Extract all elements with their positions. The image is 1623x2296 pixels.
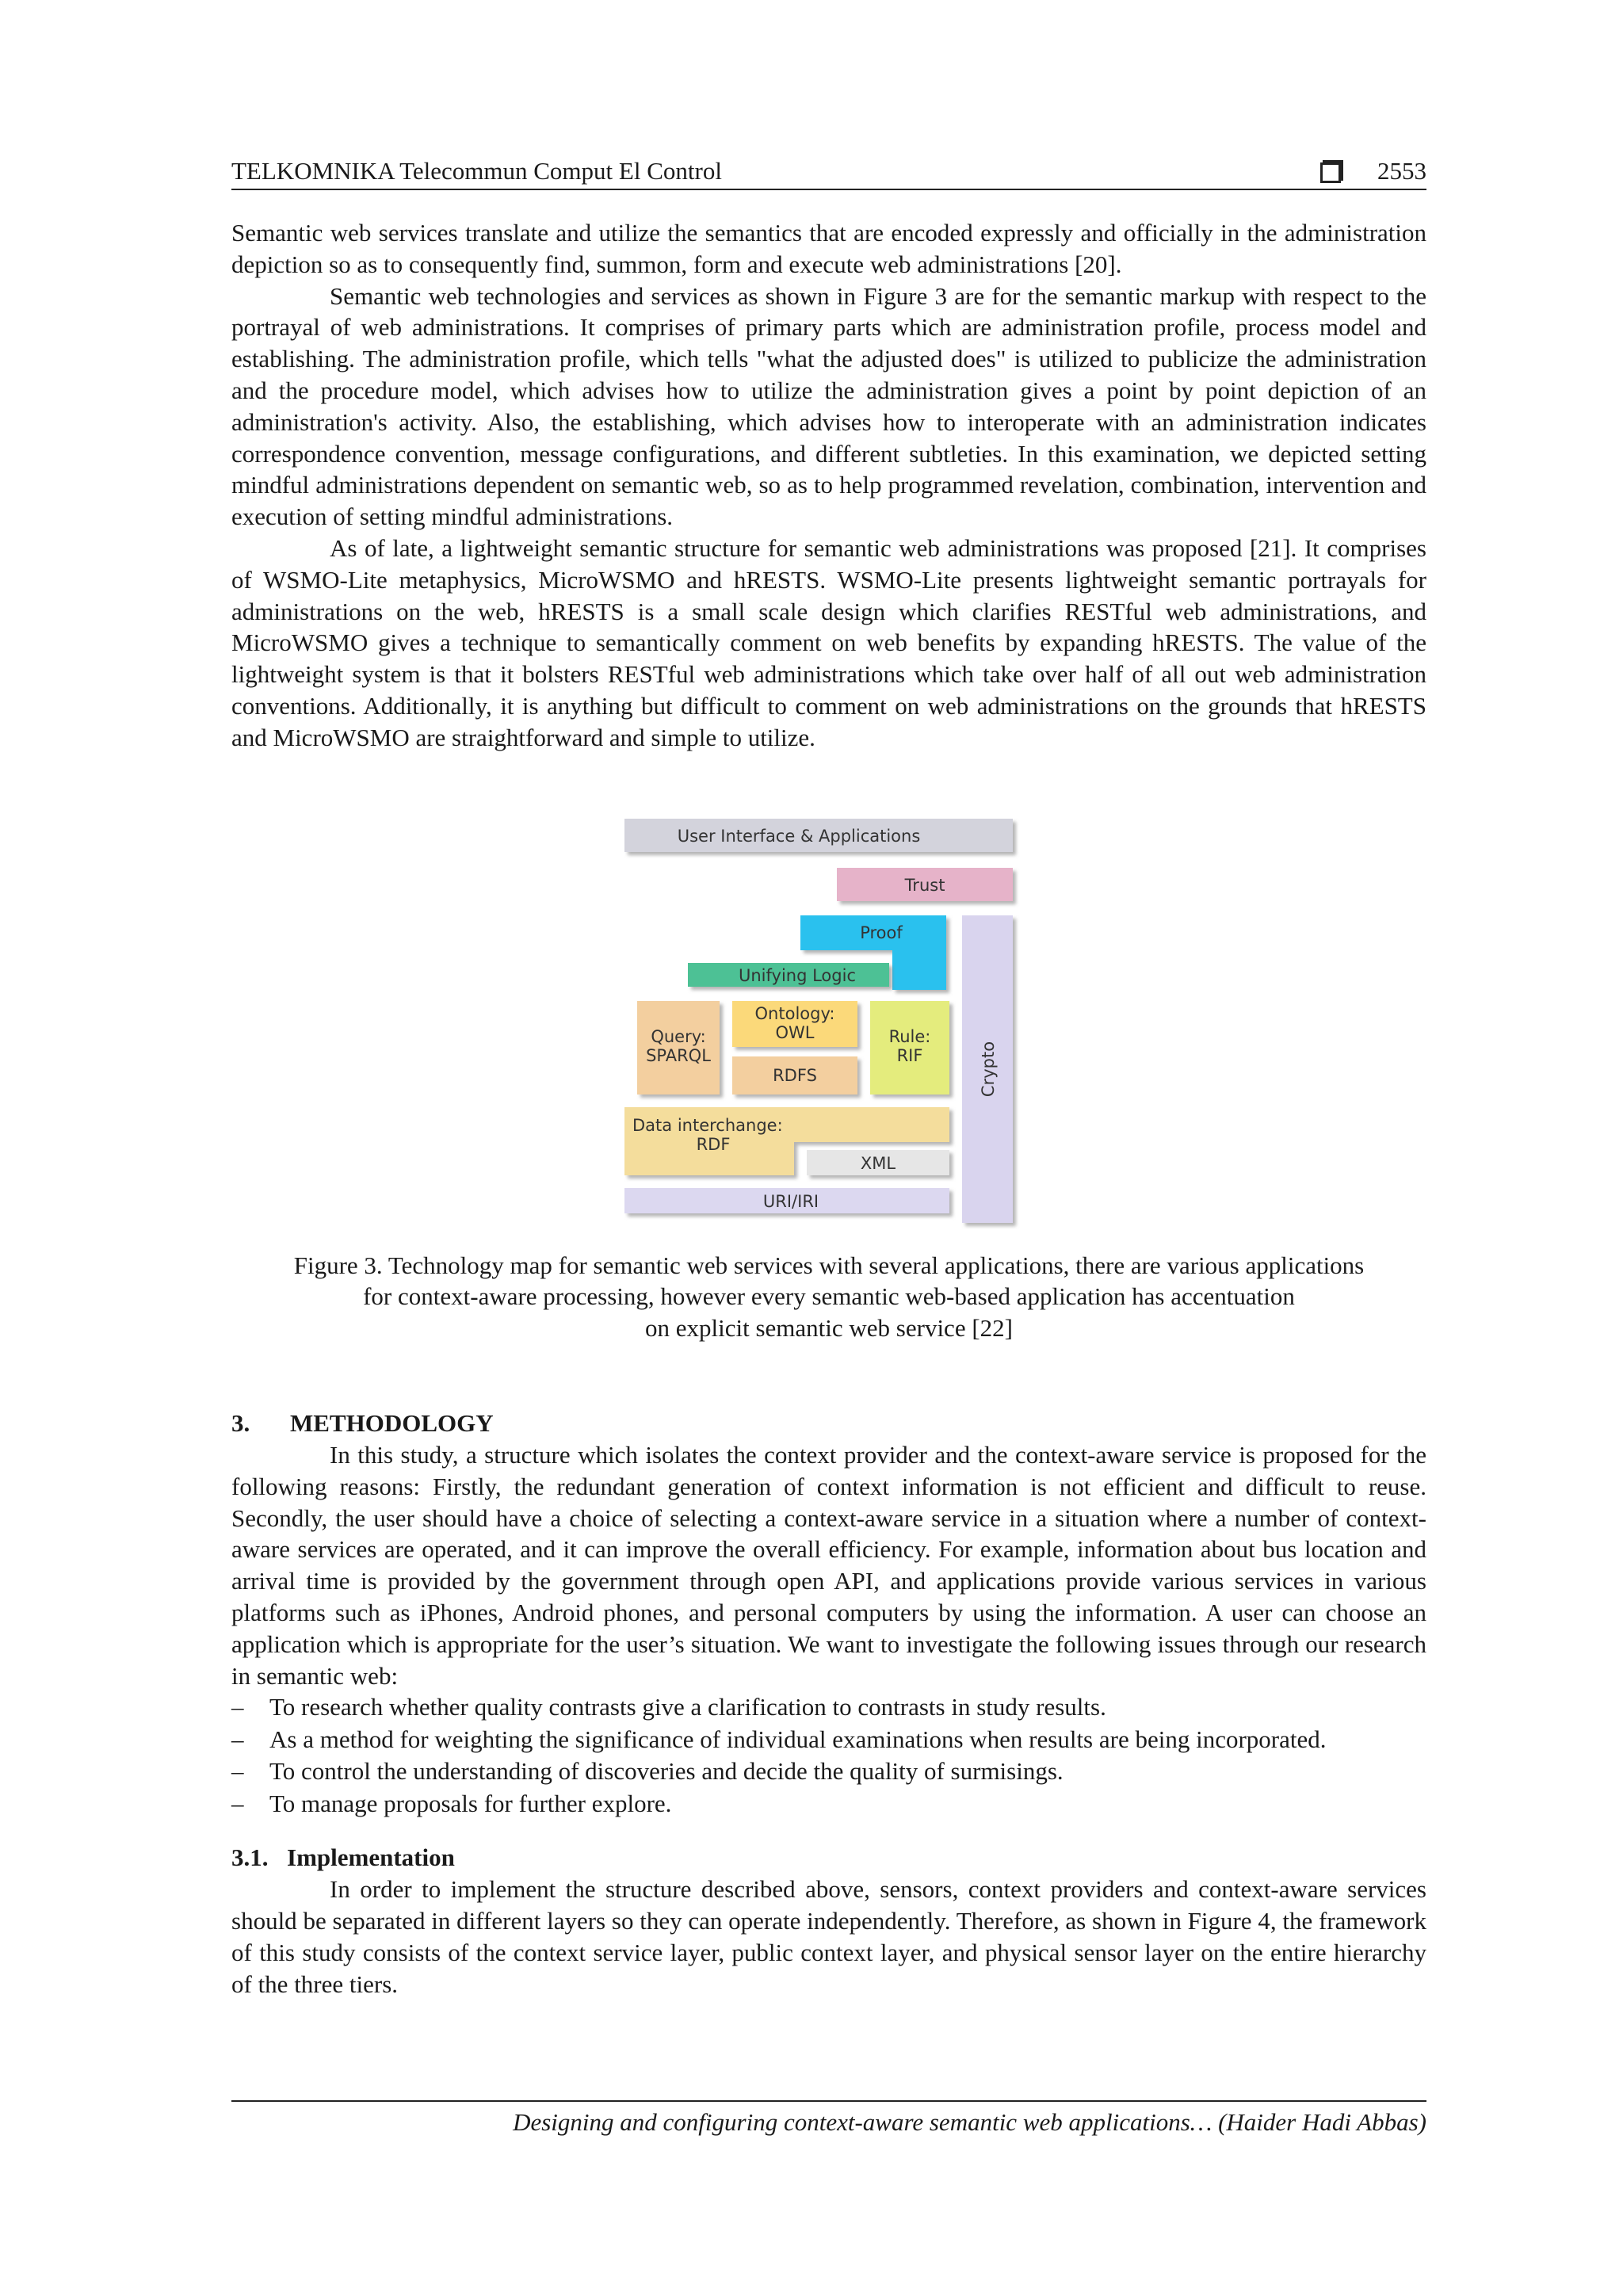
square-bullet-icon bbox=[1320, 162, 1341, 183]
layer-rule-label-1: Rule: bbox=[888, 1026, 931, 1046]
list-item: – To research whether quality contrasts give a clarification to contrasts in study results. bbox=[231, 1691, 1426, 1724]
layer-logic-label: Unifying Logic bbox=[738, 965, 857, 985]
layer-uri bbox=[624, 1188, 949, 1213]
caption-line-3: on explicit semantic web service [22] bbox=[645, 1314, 1013, 1343]
running-footer bbox=[231, 2100, 1426, 2137]
journal-name: TELKOMNIKA Telecommun Comput El Control bbox=[231, 157, 722, 185]
page-number-group bbox=[1320, 157, 1426, 185]
layer-uri-label: URI/IRI bbox=[762, 1191, 819, 1211]
methodology-paragraph: In this study, a structure which isolates the context provider and the context-aware service is proposed for the following reasons: Firstly, the redundant generation of context information is not efficient and difficult to reuse. Secondly, the user should have a choice of selecting a context-aware service in a situation where a number of context-aware services are operated, and it can improve the overall efficiency. For example, information about bus location and arrival time is provided by the government through open API, and applications provide various services in various platforms such as iPhones, Android phones, and personal computers by using the information. A user can choose an application which is appropriate for the user’s situation. We want to investigate the following issues through our research in semantic web: bbox=[231, 1440, 1426, 1690]
issues-list bbox=[231, 1691, 1426, 1820]
layer-ui-label: User Interface & Applications bbox=[677, 826, 921, 846]
layer-crypto-label: Crypto bbox=[979, 1041, 998, 1097]
layer-user-interface bbox=[624, 819, 1013, 852]
section-number: 3. bbox=[231, 1408, 250, 1437]
layer-query-label-1: Query: bbox=[651, 1026, 706, 1046]
list-item: – To control the understanding of discoveries and decide the quality of surmisings. bbox=[231, 1755, 1426, 1788]
running-header bbox=[231, 157, 1426, 190]
implementation-paragraph: In order to implement the structure described above, sensors, context providers and context-aware services should be separated in different layers so they can operate independently. Therefore, as shown in Figure 4, the framework of this study consists of the context service layer, public context layer, and physical sensor layer on the entire hierarchy of the three tiers. bbox=[231, 1875, 1426, 1998]
page-number: 2553 bbox=[1377, 157, 1426, 185]
figure-caption bbox=[231, 1250, 1426, 1344]
subsection-heading-implementation bbox=[231, 1842, 1426, 1874]
layer-ontology-label-1: Ontology: bbox=[754, 1003, 835, 1023]
layer-rdfs bbox=[732, 1056, 857, 1095]
section-title: METHODOLOGY bbox=[290, 1408, 494, 1437]
layer-ontology bbox=[732, 1001, 857, 1047]
main-text bbox=[231, 217, 1426, 2000]
layer-query bbox=[637, 1001, 720, 1095]
subsection-title: Implementation bbox=[287, 1843, 455, 1872]
section-heading-methodology bbox=[231, 1408, 1426, 1439]
figure-3 bbox=[231, 754, 1426, 1250]
layer-data-label-1: Data interchange: bbox=[632, 1115, 783, 1135]
list-item: – To manage proposals for further explore. bbox=[231, 1788, 1426, 1820]
layer-query-label-2: SPARQL bbox=[646, 1045, 711, 1065]
caption-line-2: for context-aware processing, however every semantic web-based application has accentuation bbox=[363, 1282, 1295, 1311]
paragraph-2: Semantic web technologies and services as shown in Figure 3 are for the semantic markup with respect to the portrayal of web administrations. It comprises of primary parts which are administration profile, process model and establishing. The administration profile, which tells "what the adjusted does" is utilized to publicize the administration and the procedure model, which advises how to utilize the administration gives a point by point depiction of an administration's activity. Also, the establishing, which advises how to interoperate with an administration indicates correspondence convention, message configurations, and different subtleties. In this examination, we depicted setting mindful administrations dependent on semantic web, so as to help programmed revelation, combination, intervention and execution of setting mindful administrations. bbox=[231, 281, 1426, 531]
list-item: – As a method for weighting the significance of individual examinations when results are being incorporated. bbox=[231, 1724, 1426, 1756]
footer-text: Designing and configuring context-aware semantic web applications… (Haider Hadi Abbas) bbox=[513, 2108, 1426, 2136]
paragraph-3: As of late, a lightweight semantic structure for semantic web administrations was proposed [21]. It comprises of WSMO-Lite metaphysics, MicroWSMO and hRESTS. WSMO-Lite presents lightweight semantic portrayals for administrations on the web, hRESTS is a small scale design which clarifies RESTful web administrations, and MicroWSMO gives a technique to semantically comment on web benefits by expanding hRESTS. The value of the lightweight system is that it bolsters RESTful web administrations which take over half of all out web administration conventions. Additionally, it is anything but difficult to comment on web administrations on the grounds that hRESTS and MicroWSMO are straightforward and simple to utilize. bbox=[231, 533, 1426, 751]
subsection-number: 3.1. bbox=[231, 1843, 269, 1872]
layer-trust bbox=[837, 868, 1013, 901]
layer-proof-label: Proof bbox=[860, 923, 903, 942]
layer-unifying-logic bbox=[688, 963, 889, 987]
layer-trust-label: Trust bbox=[904, 875, 945, 895]
semantic-web-stack-diagram bbox=[624, 817, 1029, 1229]
layer-crypto bbox=[962, 915, 1013, 1223]
layer-xml bbox=[807, 1150, 949, 1175]
layer-data-label-2: RDF bbox=[696, 1134, 731, 1154]
layer-rule-label-2: RIF bbox=[896, 1045, 923, 1065]
caption-line-1: Figure 3. Technology map for semantic web services with several applications, there are various applications bbox=[293, 1251, 1365, 1279]
layer-rdfs-label: RDFS bbox=[773, 1065, 817, 1085]
layer-xml-label: XML bbox=[860, 1153, 896, 1173]
layer-rule bbox=[870, 1001, 949, 1095]
layer-ontology-label-2: OWL bbox=[775, 1022, 815, 1042]
paragraph-1: Semantic web services translate and utilize the semantics that are encoded expressly and officially in the administration depiction so as to consequently find, summon, form and execute web administrations [20]. bbox=[231, 219, 1426, 278]
